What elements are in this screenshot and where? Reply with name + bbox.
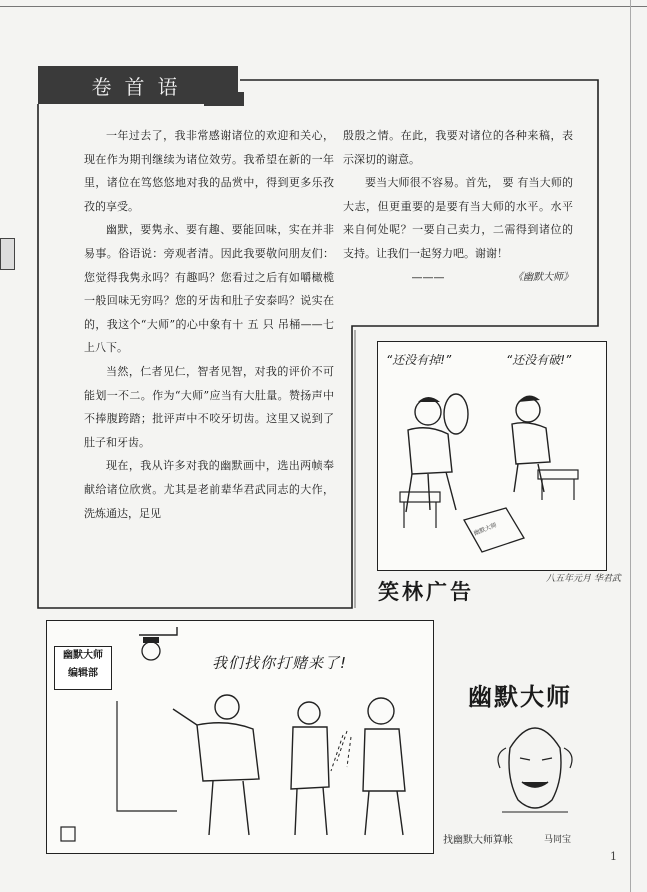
paragraph: 现在，我从许多对我的幽默画中，选出两帧奉献给诸位欣赏。尤其是老前辈华君武同志的大作，洗炼通达，足见 — [84, 459, 334, 520]
cartoon-drawing — [378, 342, 606, 570]
editorial-right-column — [343, 124, 573, 289]
signature-row — [343, 266, 573, 290]
paragraph: 要当大师很不容易。首先， 要 有当大师的大志，但更重要的是要有当大师的水平。水平来自何处呢？一要自己卖力，二需得到诸位的支持。让我们一起努力吧。谢谢！ — [343, 176, 573, 260]
page-number: 1 — [610, 850, 617, 863]
master-portrait — [490, 708, 580, 818]
sign-line: 编辑部 — [68, 668, 98, 679]
magazine-cover-label: 幽默大师 — [472, 521, 498, 538]
cartoon-1-author: 八五年元月 华君武 — [546, 574, 621, 584]
signature: 《幽默大师》 — [513, 271, 573, 283]
speech-bubble-right: “还没有破!” — [506, 353, 572, 367]
editorial-left-column — [84, 124, 334, 525]
paragraph: 殷殷之情。在此，我要对诸位的各种来稿，表示深切的谢意。 — [343, 129, 573, 166]
paragraph: 幽默，要隽永、要有趣、要能回味，实在并非易事。俗语说：旁观者清。因此我要敬问朋友们：您觉得我隽永吗？有趣吗？您看过之后有如嚼橄榄一般回味无穷吗？您的牙齿和肚子安泰吗？说实在的，我这个“大师”的心中象有十 五 只 吊桶——七上八下。 — [84, 223, 334, 355]
signature-dash: ——— — [411, 270, 445, 284]
binding-mark — [0, 238, 15, 270]
editorial-office-sign — [54, 646, 112, 690]
sign-line: 幽默大师 — [63, 650, 103, 661]
editorial-banner — [38, 66, 238, 104]
banner-title: 卷首语 — [91, 74, 191, 99]
cartoon-2-author: 马同宝 — [544, 835, 572, 845]
cartoon-1-caption: 笑林广告 — [378, 580, 474, 604]
cartoon-2-speech: 我们找你打赌来了! — [212, 654, 348, 672]
youmo-dashi-title-art: 幽默大师 — [468, 683, 572, 711]
cartoon-xiaolin — [377, 341, 607, 571]
speech-bubble-left: “还没有掉!” — [386, 353, 452, 367]
cartoon-2-caption: 找幽默大师算帐 — [443, 835, 513, 846]
paragraph: 当然，仁者见仁，智者见智，对我的评价不可能划一不二。作为“大师”应当有大肚量。赞扬声中不捧腹跨踏；批评声中不咬牙切齿。这里又说到了肚子和牙齿。 — [84, 364, 334, 449]
paragraph: 一年过去了，我非常感谢诸位的欢迎和关心，现在作为期刊继续为诸位效劳。我希望在新的一年里，诸位在笃悠悠地对我的品赏中，得到更多乐孜孜的享受。 — [84, 129, 334, 213]
